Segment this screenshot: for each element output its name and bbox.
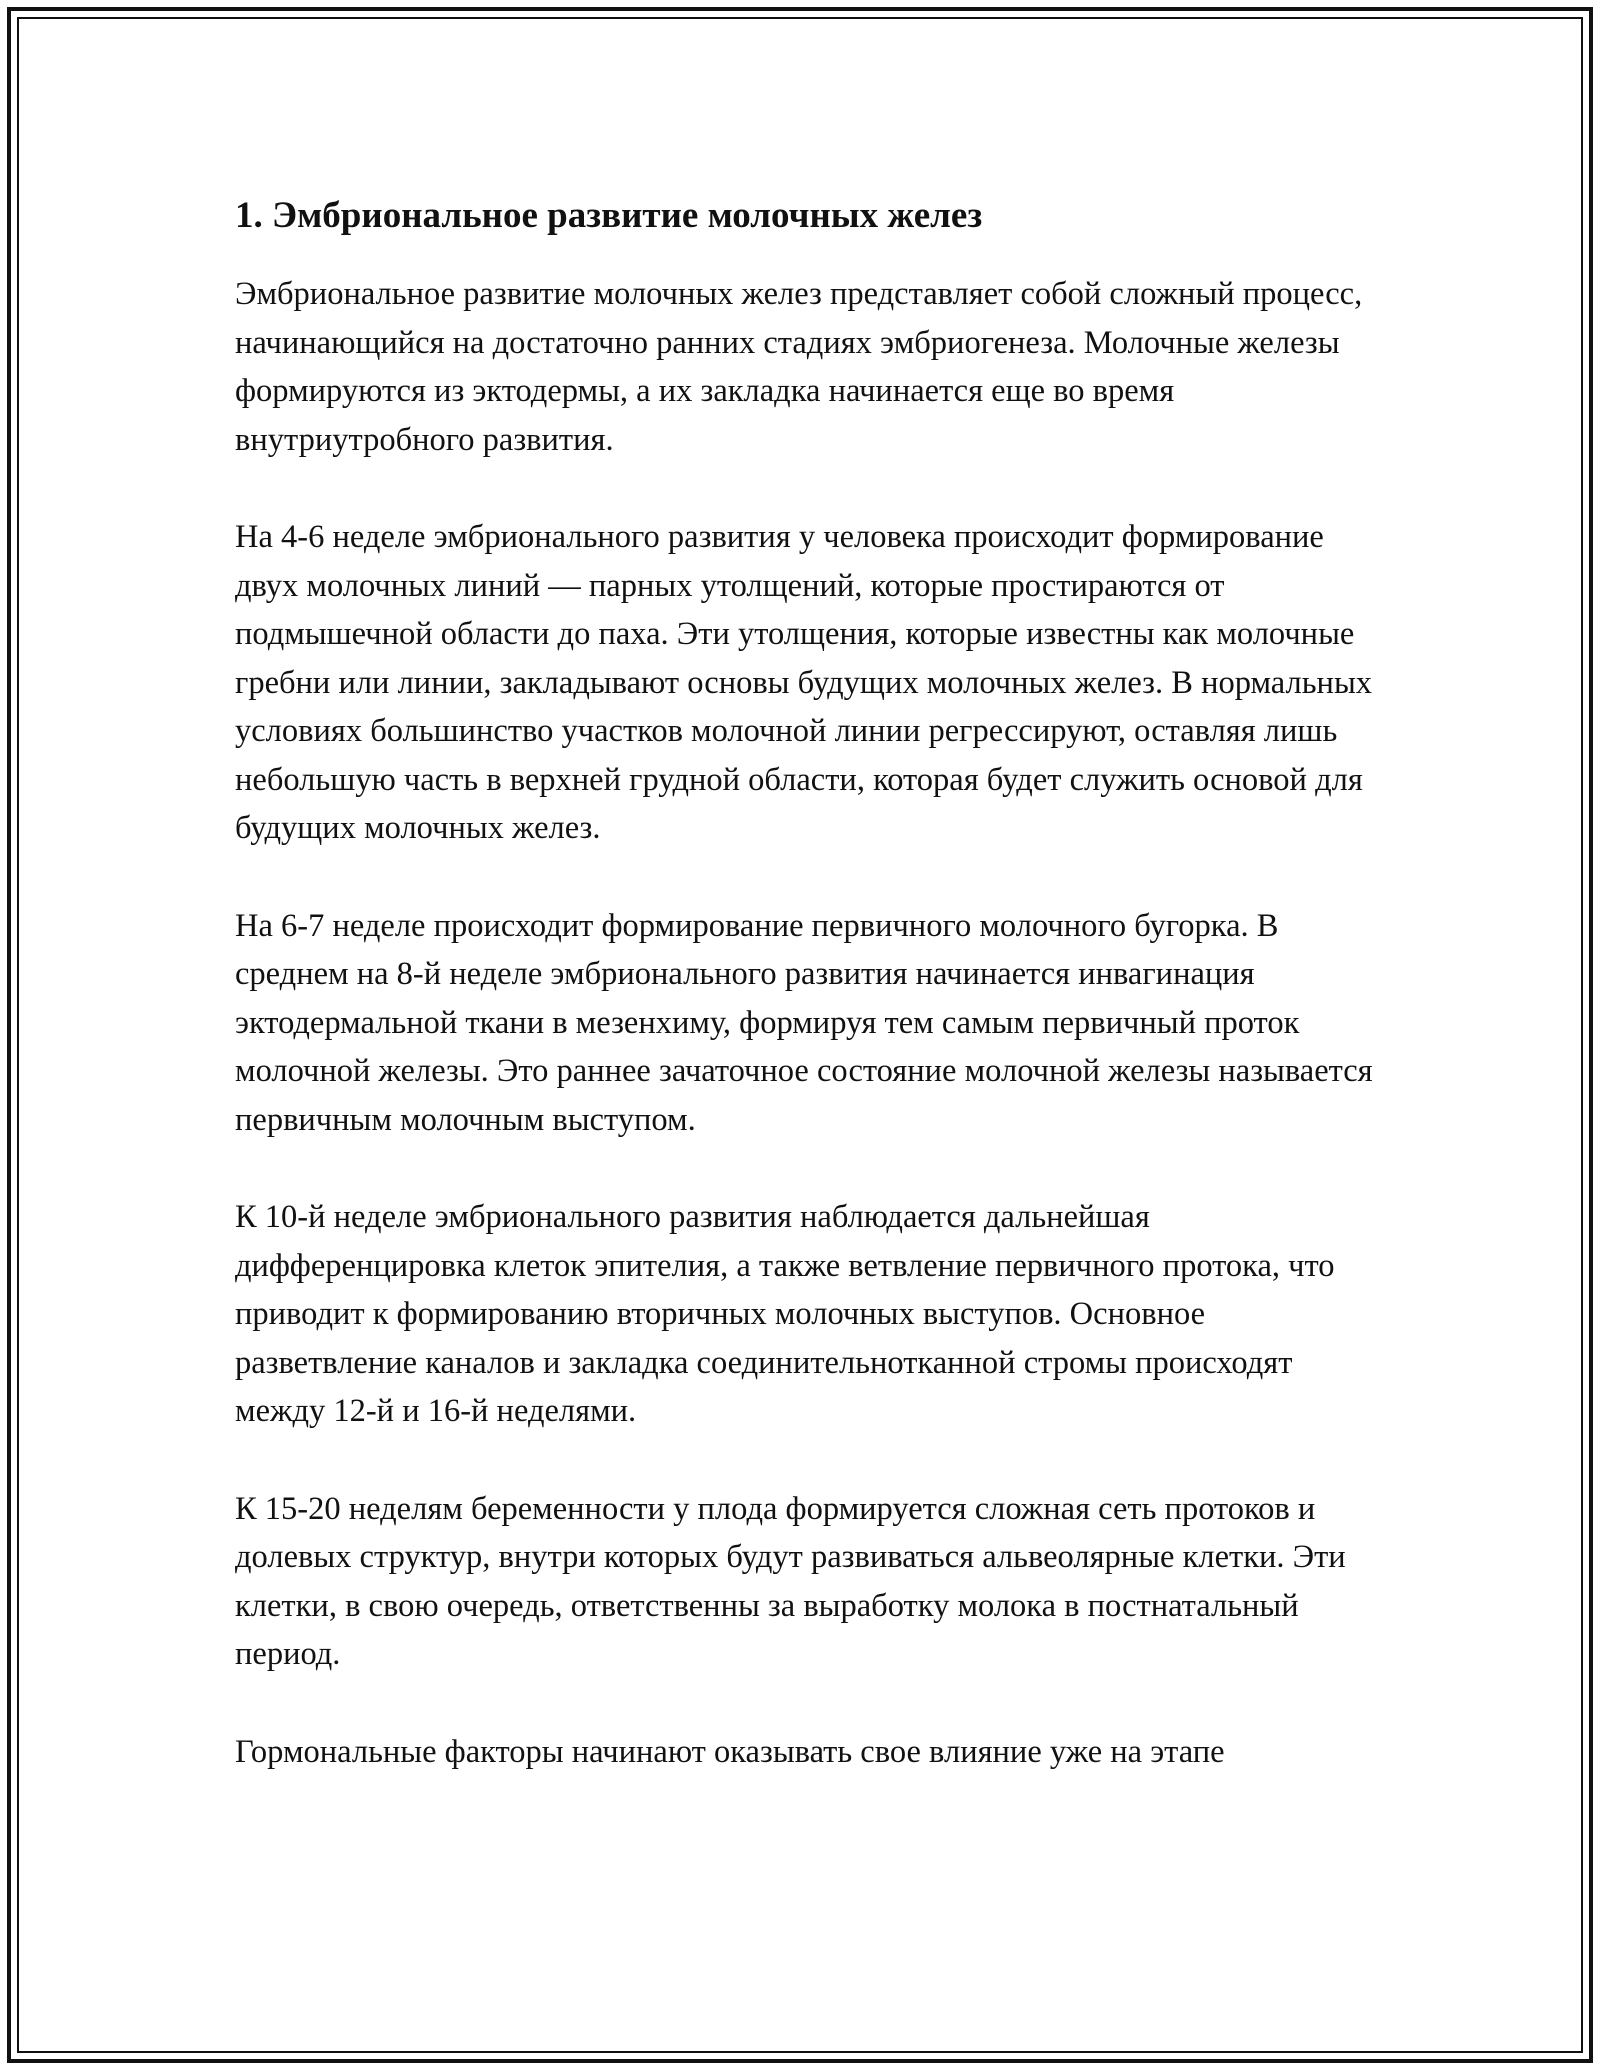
document-body xyxy=(235,188,1385,1825)
paragraph-weeks-4-6: На 4-6 неделе эмбрионального развития у человека происходит формирование двух молочных линий — парных утолщений, которые простираются от подмышечной области до паха. Эти утолщения, которые известны как молочные гребни или линии, закладывают основы будущих молочных желез. В нормальных условиях большинство участков молочной линии регрессируют, оставляя лишь небольшую часть в верхней грудной области, которая будет служить основой для будущих молочных желез. xyxy=(235,519,1373,846)
paragraph-week-10: К 10-й неделе эмбрионального развития наблюдается дальнейшая дифференцировка клеток эпителия, а также ветвление первичного протока, что приводит к формированию вторичных молочных выступов. Основное разветвление каналов и закладка соединительнотканной стромы происходят между 12-й и 16-й неделями. xyxy=(235,1199,1335,1429)
paragraph-hormonal-factors: Гормональные факторы начинают оказывать свое влияние уже на этапе xyxy=(235,1733,1225,1770)
paragraph-weeks-15-20: К 15-20 неделям беременности у плода формируется сложная сеть протоков и долевых структур, внутри которых будут развиваться альвеолярные клетки. Эти клетки, в свою очередь, ответственны за выработку молока в постнатальный период. xyxy=(235,1490,1346,1672)
section-heading: 1. Эмбриональное развитие молочных желез xyxy=(235,195,983,236)
paragraph-intro: Эмбриональное развитие молочных желез представляет собой сложный процесс, начинающийся на достаточно ранних стадиях эмбриогенеза. Молочные железы формируются из эктодермы, а их закладка начинается еще во время внутриутробного развития. xyxy=(235,276,1363,458)
paragraph-weeks-6-7: На 6-7 неделе происходит формирование первичного молочного бугорка. В среднем на 8-й неделе эмбрионального развития начинается инвагинация эктодермальной ткани в мезенхиму, формируя тем самым первичный проток молочной железы. Это раннее зачаточное состояние молочной железы называется первичным молочным выступом. xyxy=(235,907,1373,1138)
